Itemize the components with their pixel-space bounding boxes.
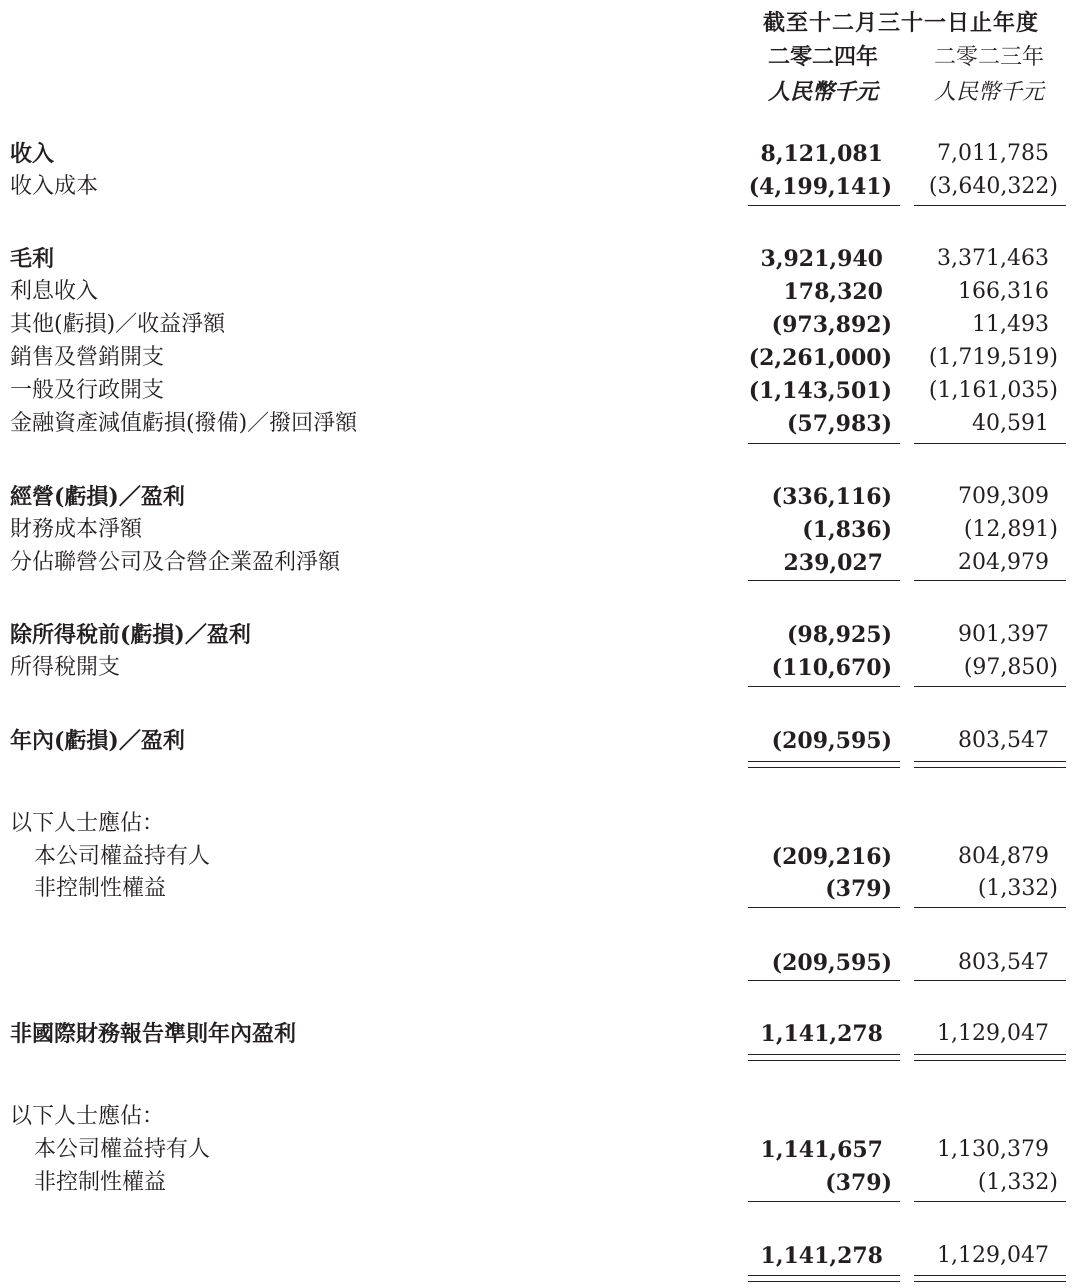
- row-interest-income: [0, 277, 1080, 307]
- subtotal-rule: [748, 980, 900, 981]
- row-attributable-heading: [0, 809, 1080, 839]
- value-2023: 1,130,379: [937, 1137, 1049, 1162]
- value-2024: (1,836): [802, 517, 892, 543]
- value-2023: 40,591: [972, 411, 1049, 436]
- row-label: 除所得稅前(虧損)／盈利: [10, 622, 251, 648]
- unit-2024-heading: 人民幣千元: [767, 79, 878, 105]
- double-rule-bottom: [914, 1060, 1066, 1061]
- value-2023: 804,879: [958, 844, 1049, 869]
- double-rule-bottom: [748, 767, 900, 768]
- value-2023: 1,129,047: [937, 1243, 1049, 1268]
- double-rule-bottom: [748, 1281, 900, 1282]
- row-label: 金融資產減值虧損(撥備)／撥回淨額: [10, 411, 358, 436]
- row-label: 以下人士應佔：: [10, 1104, 165, 1129]
- subtotal-rule: [914, 580, 1066, 581]
- value-2024: 1,141,657: [760, 1137, 883, 1163]
- year-2023-heading: 二零二三年: [933, 45, 1044, 70]
- row-label: 非控制性權益: [34, 876, 167, 901]
- row-label: 收入: [10, 141, 55, 167]
- subtotal-rule: [748, 686, 900, 687]
- value-2023: (1,332): [977, 1170, 1058, 1195]
- double-rule-top: [748, 761, 900, 762]
- row-gross-profit: [0, 244, 1080, 274]
- row-label: 所得稅開支: [10, 655, 121, 680]
- value-2024: (1,143,501): [748, 378, 892, 404]
- row-label: 分佔聯營公司及合營企業盈利淨額: [10, 550, 341, 575]
- value-2023: (3,640,322): [928, 174, 1058, 199]
- row-non-controlling: [0, 1168, 1080, 1198]
- value-2024: 3,921,940: [760, 246, 883, 272]
- row-label: 銷售及營銷開支: [10, 345, 165, 370]
- row-impairment: [0, 409, 1080, 439]
- subtotal-rule: [748, 907, 900, 908]
- row-label: 非控制性權益: [34, 1170, 167, 1195]
- row-finance-costs: [0, 515, 1080, 545]
- row-label: 本公司權益持有人: [34, 844, 211, 869]
- subtotal-rule: [748, 205, 900, 206]
- value-2023: (1,332): [977, 876, 1058, 901]
- value-2024: (973,892): [771, 312, 892, 338]
- subtotal-rule: [914, 1201, 1066, 1202]
- subtotal-rule: [748, 580, 900, 581]
- row-label: 毛利: [10, 246, 55, 272]
- subtotal-rule: [914, 686, 1066, 687]
- value-2024: 8,121,081: [760, 141, 883, 167]
- value-2023: (97,850): [963, 655, 1058, 680]
- row-operating-profit: [0, 482, 1080, 512]
- row-label: 年內(虧損)／盈利: [10, 728, 185, 754]
- value-2024: (336,116): [771, 484, 892, 510]
- row-label: 其他(虧損)／收益淨額: [10, 312, 226, 337]
- row-selling-expenses: [0, 343, 1080, 373]
- row-label: 一般及行政開支: [10, 378, 165, 403]
- value-2023: 166,316: [958, 279, 1049, 304]
- value-2023: 709,309: [958, 484, 1049, 509]
- value-2024: (209,595): [771, 728, 892, 754]
- row-income-tax: [0, 653, 1080, 683]
- row-attributable-total: [0, 1241, 1080, 1271]
- double-rule-bottom: [748, 1060, 900, 1061]
- row-other-gains: [0, 310, 1080, 340]
- value-2023: 803,547: [958, 950, 1049, 975]
- row-cost-of-revenue: [0, 172, 1080, 202]
- value-2024: (209,216): [771, 844, 892, 870]
- value-2024: 239,027: [783, 550, 883, 576]
- row-label: 本公司權益持有人: [34, 1137, 211, 1162]
- subtotal-rule: [914, 443, 1066, 444]
- value-2024: 1,141,278: [760, 1021, 883, 1047]
- subtotal-rule: [914, 980, 1066, 981]
- subtotal-rule: [748, 443, 900, 444]
- row-profit-before-tax: [0, 620, 1080, 650]
- value-2023: 204,979: [958, 550, 1049, 575]
- double-rule-top: [914, 1275, 1066, 1276]
- double-rule-top: [914, 1054, 1066, 1055]
- value-2024: (379): [825, 1170, 892, 1196]
- row-profit-for-year: [0, 726, 1080, 756]
- row-attributable-heading: [0, 1102, 1080, 1132]
- row-label: 非國際財務報告準則年內盈利: [10, 1021, 297, 1047]
- value-2023: 11,493: [972, 312, 1049, 337]
- double-rule-bottom: [914, 1281, 1066, 1282]
- double-rule-bottom: [914, 767, 1066, 768]
- value-2023: (1,719,519): [928, 345, 1058, 370]
- value-2024: (2,261,000): [748, 345, 892, 371]
- double-rule-top: [748, 1275, 900, 1276]
- period-heading: 截至十二月三十一日止年度: [762, 10, 1039, 36]
- value-2024: (4,199,141): [748, 174, 892, 200]
- row-attributable-total: [0, 948, 1080, 978]
- value-2024: (57,983): [786, 411, 892, 437]
- row-owners: [0, 1135, 1080, 1165]
- value-2023: 901,397: [958, 622, 1049, 647]
- value-2023: 1,129,047: [937, 1021, 1049, 1046]
- double-rule-top: [748, 1054, 900, 1055]
- value-2024: (110,670): [771, 655, 892, 681]
- subtotal-rule: [748, 1201, 900, 1202]
- subtotal-rule: [914, 205, 1066, 206]
- value-2023: (1,161,035): [928, 378, 1058, 403]
- value-2024: (209,595): [771, 950, 892, 976]
- value-2023: 3,371,463: [937, 246, 1049, 271]
- row-label: 以下人士應佔：: [10, 811, 165, 836]
- subtotal-rule: [914, 907, 1066, 908]
- value-2024: 178,320: [783, 279, 883, 305]
- row-label: 財務成本淨額: [10, 517, 143, 542]
- row-revenue: [0, 139, 1080, 169]
- value-2023: (12,891): [963, 517, 1058, 542]
- double-rule-top: [914, 761, 1066, 762]
- row-share-of-associates: [0, 548, 1080, 578]
- row-owners: [0, 842, 1080, 872]
- row-admin-expenses: [0, 376, 1080, 406]
- row-label: 經營(虧損)／盈利: [10, 484, 185, 510]
- value-2023: 7,011,785: [937, 141, 1049, 166]
- value-2024: (379): [825, 876, 892, 902]
- value-2024: 1,141,278: [760, 1243, 883, 1269]
- value-2024: (98,925): [786, 622, 892, 648]
- row-label: 收入成本: [10, 174, 99, 199]
- unit-2023-heading: 人民幣千元: [933, 80, 1044, 105]
- row-non-ifrs-profit: [0, 1019, 1080, 1049]
- year-2024-heading: 二零二四年: [767, 44, 878, 70]
- row-non-controlling: [0, 874, 1080, 904]
- row-label: 利息收入: [10, 279, 99, 304]
- value-2023: 803,547: [958, 728, 1049, 753]
